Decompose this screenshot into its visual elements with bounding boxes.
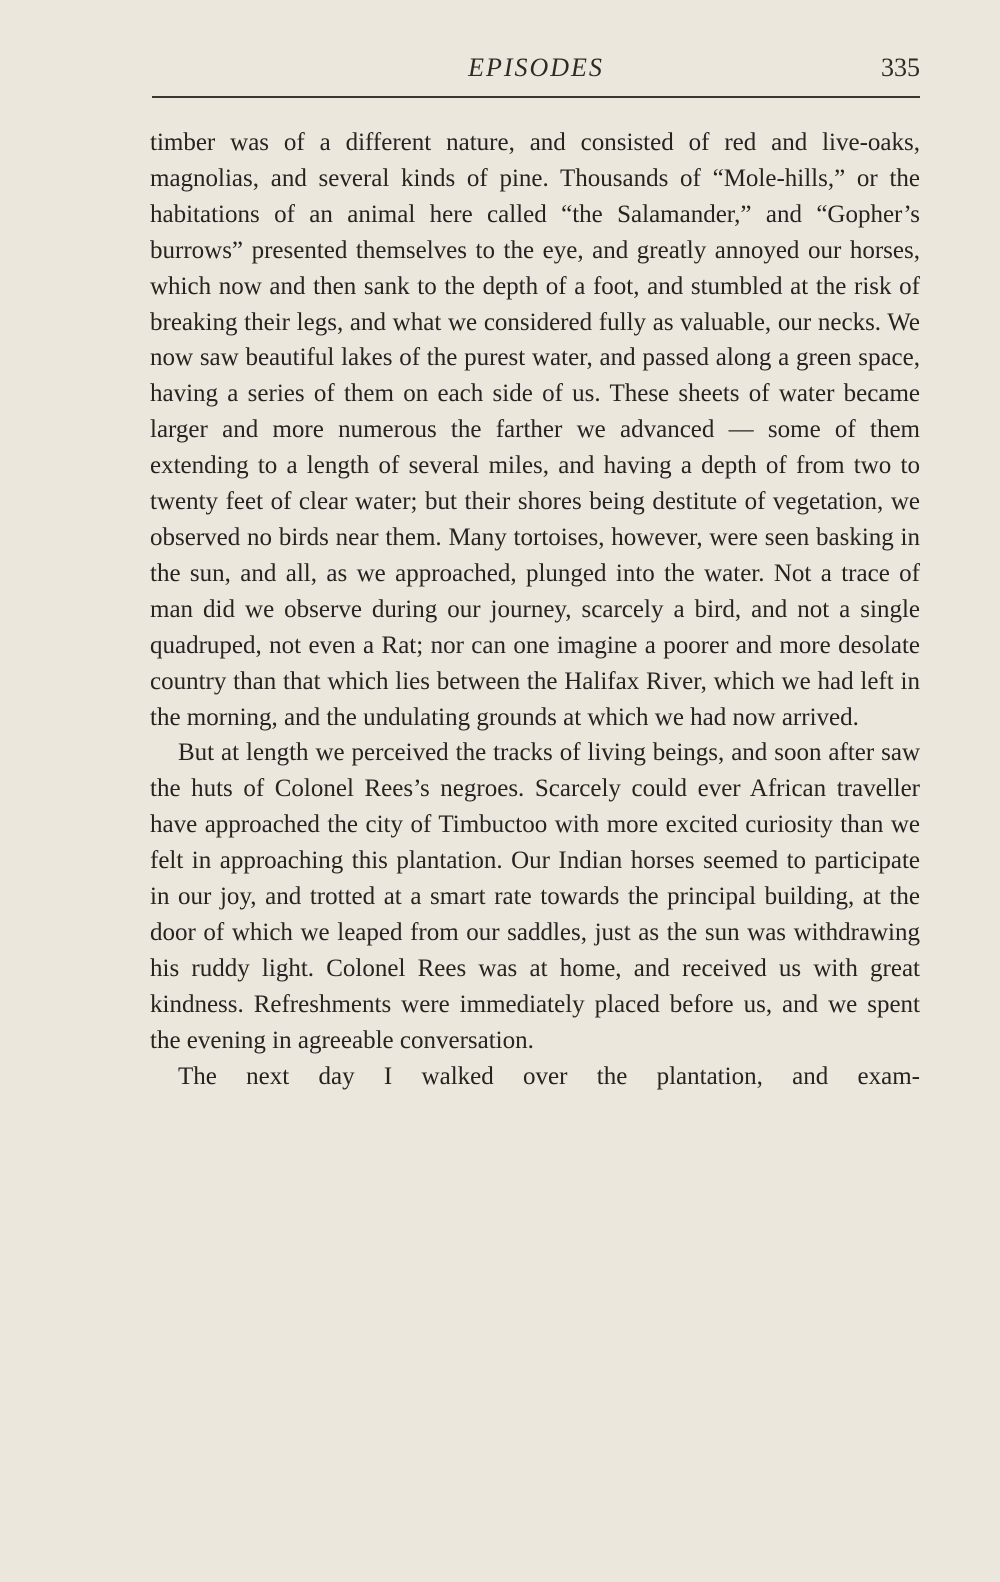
body-text	[150, 125, 920, 1094]
paragraph-2: But at length we perceived the tracks of living beings, and soon after saw the huts of Colonel Rees’s negroes. Scarcely could ever African traveller have approached the city of Timbuctoo with more excited curiosity than we felt in approaching this plantation. Our Indian horses seemed to participate in our joy, and trotted at a smart rate towards the principal building, at the door of which we leaped from our saddles, just as the sun was withdrawing his ruddy light. Colonel Rees was at home, and received us with great kindness. Refreshments were immediately placed before us, and we spent the evening in agreeable conversation.	[150, 739, 920, 1054]
page-number: 335	[881, 53, 920, 82]
running-head	[152, 50, 920, 86]
paragraph-3: The next day I walked over the plantation, and exam-	[178, 1062, 920, 1090]
running-head-title: EPISODES	[468, 53, 604, 82]
header-rule	[152, 96, 920, 98]
paragraph-1: timber was of a different nature, and consisted of red and live-oaks, magnolias, and several kinds of pine. Thousands of “Mole-hills,” or the habitations of an animal here called “the Salamander,” and “Gopher’s burrows” presented themselves to the eye, and greatly annoyed our horses, which now and then sank to the depth of a foot, and stumbled at the risk of breaking their legs, and what we considered fully as valuable, our necks. We now saw beautiful lakes of the purest water, and passed along a green space, having a series of them on each side of us. These sheets of water became larger and more numerous the farther we advanced — some of them extending to a length of several miles, and having a depth of from two to twenty feet of clear water; but their shores being destitute of vegetation, we observed no birds near them. Many tortoises, however, were seen basking in the sun, and all, as we approached, plunged into the water. Not a trace of man did we observe during our journey, scarcely a bird, and not a single quadruped, not even a Rat; nor can one imagine a poorer and more desolate country than that which lies between the Halifax River, which we had left in the morning, and the undulating grounds at which we had now arrived.	[150, 129, 920, 731]
